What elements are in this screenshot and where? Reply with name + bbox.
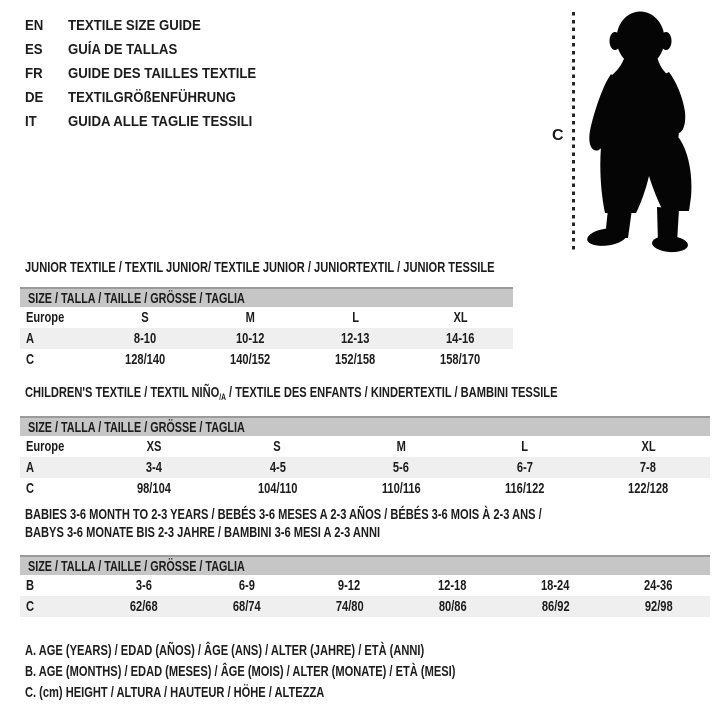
size-cell: 116/122 xyxy=(504,480,545,497)
row-label: C xyxy=(26,351,35,368)
row-label: B xyxy=(26,577,35,594)
language-code: FR xyxy=(25,64,43,82)
size-cell: 9-12 xyxy=(338,577,361,594)
size-cell: 80/86 xyxy=(438,598,467,615)
language-title: TEXTILE SIZE GUIDE xyxy=(68,16,201,34)
junior-size-table xyxy=(20,287,513,370)
size-cell: XL xyxy=(453,309,468,326)
language-row xyxy=(25,85,282,109)
title-subscript: /A xyxy=(219,392,226,402)
language-code: EN xyxy=(25,16,44,34)
size-cell: 104/110 xyxy=(257,480,298,497)
size-cell: 62/68 xyxy=(129,598,158,615)
language-row xyxy=(25,109,282,133)
size-header-bar xyxy=(20,416,710,436)
size-cell: 98/104 xyxy=(136,480,171,497)
size-cell: 12-13 xyxy=(340,330,370,347)
size-cell: 122/128 xyxy=(628,480,669,497)
size-table-row xyxy=(20,596,710,617)
row-label: Europe xyxy=(26,438,65,455)
size-cell: 6-9 xyxy=(238,577,255,594)
language-row xyxy=(25,37,282,61)
size-cell: 8-10 xyxy=(133,330,156,347)
size-cell: 110/116 xyxy=(381,480,421,497)
size-cell: 140/152 xyxy=(229,351,270,368)
size-cell: 6-7 xyxy=(516,459,533,476)
language-row xyxy=(25,13,282,37)
size-cell: XS xyxy=(146,438,162,455)
size-cell: 86/92 xyxy=(541,598,570,615)
language-title: TEXTILGRÖßENFÜHRUNG xyxy=(68,88,236,106)
size-cell: L xyxy=(521,438,528,455)
babies-title-line1: BABIES 3-6 MONTH TO 2-3 YEARS / BEBÉS 3-6 MESES A 2-3 AÑOS / BÉBÉS 3-6 MOIS À 2-3 ANS / xyxy=(25,506,542,523)
row-label: C xyxy=(26,598,35,615)
children-table-title: CHILDREN'S TEXTILE / TEXTIL $NIÑO_{/A}$ / TEXTILE DES ENFANTS / KINDERTEXTIL / BAMBINI TESSILE xyxy=(25,384,558,402)
footnotes xyxy=(25,640,607,703)
toddler-silhouette xyxy=(575,10,701,255)
size-cell: 152/158 xyxy=(335,351,376,368)
size-cell: M xyxy=(396,438,406,455)
size-cell: 128/140 xyxy=(124,351,165,368)
size-table-row xyxy=(20,436,710,457)
row-label: C xyxy=(26,480,35,497)
size-table-row xyxy=(20,349,513,370)
row-label: A xyxy=(26,330,35,347)
babies-title-line2: BABYS 3-6 MONATE BIS 2-3 JAHRE / BAMBINI 3-6 MESI A 2-3 ANNI xyxy=(25,524,381,541)
size-cell: 10-12 xyxy=(235,330,265,347)
size-cell: 4-5 xyxy=(269,459,286,476)
size-cell: 3-6 xyxy=(135,577,152,594)
language-title: GUIDE DES TAILLES TEXTILE xyxy=(68,64,257,82)
foot-right xyxy=(651,235,688,253)
size-cell: 18-24 xyxy=(541,577,570,594)
size-table-row xyxy=(20,328,513,349)
size-cell: 3-4 xyxy=(145,459,162,476)
size-cell: 92/98 xyxy=(644,598,673,615)
size-cell: 5-6 xyxy=(392,459,410,476)
height-measure-label: C xyxy=(552,127,564,144)
size-cell: S xyxy=(273,438,282,455)
language-code: IT xyxy=(25,112,37,130)
babies-size-table xyxy=(20,555,710,617)
size-cell: XL xyxy=(641,438,656,455)
size-cell: 14-16 xyxy=(446,330,475,347)
language-title: GUÍA DE TALLAS xyxy=(68,40,178,58)
size-header-label: SIZE / TALLA / TAILLE / GRÖSSE / TAGLIA xyxy=(28,557,245,575)
size-table-row xyxy=(20,478,710,499)
size-cell: 158/170 xyxy=(440,351,481,368)
footnote-b: B. AGE (MONTHS) / EDAD (MESES) / ÂGE (MOIS) / ALTER (MONATE) / ETÀ (MESI) xyxy=(25,663,456,680)
junior-table-title: JUNIOR TEXTILE / TEXTIL JUNIOR/ TEXTILE JUNIOR / JUNIORTEXTIL / JUNIOR TESSILE xyxy=(25,259,495,276)
size-cell: S xyxy=(140,309,149,326)
size-table-row xyxy=(20,457,710,478)
language-title: GUIDA ALLE TAGLIE TESSILI xyxy=(68,112,253,130)
children-size-table xyxy=(20,416,710,499)
size-header-bar xyxy=(20,555,710,575)
size-cell: 68/74 xyxy=(232,598,261,615)
row-label: A xyxy=(26,459,35,476)
size-cell: M xyxy=(245,309,255,326)
size-header-label: SIZE / TALLA / TAILLE / GRÖSSE / TAGLIA xyxy=(28,289,245,307)
footnote-c: C. (cm) HEIGHT / ALTURA / HAUTEUR / HÖHE / ALTEZZA xyxy=(25,684,325,701)
size-cell: 7-8 xyxy=(640,459,657,476)
size-cell: 24-36 xyxy=(644,577,673,594)
footnote-a: A. AGE (YEARS) / EDAD (AÑOS) / ÂGE (ANS) / ALTER (JAHRE) / ETÀ (ANNI) xyxy=(25,642,425,659)
size-cell: L xyxy=(351,309,359,326)
language-list xyxy=(25,13,282,133)
language-code: DE xyxy=(25,88,44,106)
size-header-label: SIZE / TALLA / TAILLE / GRÖSSE / TAGLIA xyxy=(28,418,245,436)
language-row xyxy=(25,61,282,85)
row-label: Europe xyxy=(26,309,65,326)
size-cell: 12-18 xyxy=(438,577,467,594)
size-cell: 74/80 xyxy=(335,598,364,615)
shorts xyxy=(600,138,691,213)
size-header-bar xyxy=(20,287,513,307)
size-table-row xyxy=(20,307,513,328)
babies-table-title xyxy=(25,506,720,542)
size-table-row xyxy=(20,575,710,596)
language-code: ES xyxy=(25,40,43,58)
